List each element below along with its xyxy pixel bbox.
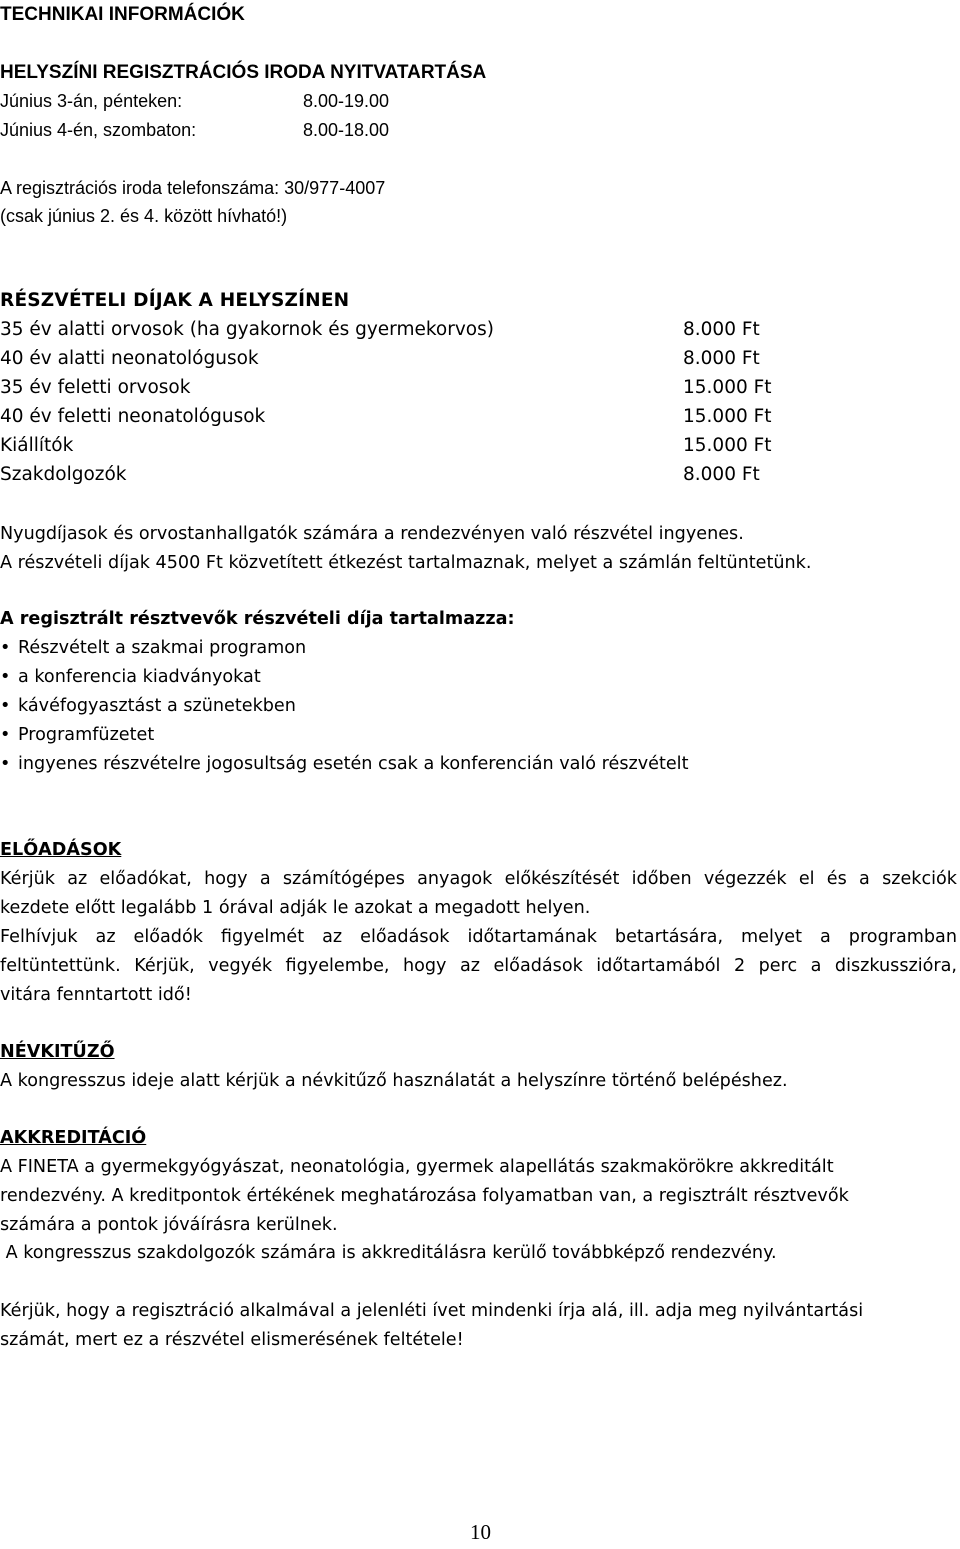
list-item bbox=[0, 667, 261, 687]
hours-time: 8.00-19.00 bbox=[303, 91, 390, 111]
phone-number: 30/977-4007 bbox=[284, 178, 386, 198]
accreditation-text: A kongresszus szakdolgozók számára is akkreditálásra kerülő továbbképző rendezvény. bbox=[0, 1243, 777, 1263]
closing-text: számát, mert ez a részvétel elismerésének feltétele! bbox=[0, 1330, 464, 1350]
list-item-text: ingyenes részvételre jogosultság esetén csak a konferencián való részvételt bbox=[18, 754, 689, 774]
fee-label: 35 év feletti orvosok bbox=[0, 377, 191, 398]
list-item bbox=[0, 754, 688, 774]
fee-row bbox=[0, 319, 760, 340]
fee-price: 8.000 Ft bbox=[683, 319, 760, 340]
list-item bbox=[0, 725, 154, 745]
fee-price: 15.000 Ft bbox=[683, 406, 772, 427]
list-item-text: Programfüzetet bbox=[18, 725, 155, 745]
fee-row bbox=[0, 435, 772, 456]
accreditation-text: A FINETA a gyermekgyógyászat, neonatológia, gyermek alapellátás szakmakörökre akkreditált bbox=[0, 1157, 834, 1177]
fees-title: RÉSZVÉTELI DÍJAK A HELYSZÍNEN bbox=[0, 290, 350, 311]
fee-price: 8.000 Ft bbox=[683, 348, 760, 369]
phone-line bbox=[0, 178, 385, 199]
fee-label: Szakdolgozók bbox=[0, 464, 127, 485]
lectures-text: feltüntettünk. Kérjük, vegyék figyelembe, hogy az előadások időtartamából 2 perc a diszkusszióra, bbox=[0, 956, 957, 976]
badge-text: A kongresszus ideje alatt kérjük a névkitűző használatát a helyszínre történő belépéshez. bbox=[0, 1071, 788, 1091]
list-item-text: kávéfogyasztást a szünetekben bbox=[18, 696, 296, 716]
lectures-text: vitára fenntartott idő! bbox=[0, 985, 192, 1005]
fees-note: Nyugdíjasok és orvostanhallgatók számára a rendezvényen való részvétel ingyenes. bbox=[0, 524, 744, 544]
hours-row bbox=[0, 91, 390, 112]
lectures-text: kezdete előtt legalább 1 órával adják le azokat a megadott helyen. bbox=[0, 898, 591, 918]
fee-label: 35 év alatti orvosok (ha gyakornok és gyermekorvos) bbox=[0, 319, 494, 340]
page-title: TECHNIKAI INFORMÁCIÓK bbox=[0, 4, 245, 25]
fee-label: 40 év feletti neonatológusok bbox=[0, 406, 266, 427]
list-item bbox=[0, 696, 296, 716]
accreditation-title: AKKREDITÁCIÓ bbox=[0, 1128, 147, 1148]
fee-row bbox=[0, 377, 772, 398]
list-item-text: Részvételt a szakmai programon bbox=[18, 638, 307, 658]
bullet-icon: • bbox=[0, 754, 11, 774]
fees-note: A részvételi díjak 4500 Ft közvetített étkezést tartalmaznak, melyet a számlán feltüntetünk. bbox=[0, 553, 812, 573]
hours-day: Június 3-án, pénteken: bbox=[0, 91, 183, 111]
bullet-icon: • bbox=[0, 696, 11, 716]
lectures-text: Kérjük az előadókat, hogy a számítógépes anyagok előkészítését időben végezzék el és a szekciók bbox=[0, 869, 957, 889]
fee-price: 15.000 Ft bbox=[683, 435, 772, 456]
fee-price: 8.000 Ft bbox=[683, 464, 760, 485]
closing-text: Kérjük, hogy a regisztráció alkalmával a jelenléti ívet mindenki írja alá, ill. adja meg nyilvántartási bbox=[0, 1301, 864, 1321]
bullet-icon: • bbox=[0, 638, 11, 658]
fee-price: 15.000 Ft bbox=[683, 377, 772, 398]
phone-label: A regisztrációs iroda telefonszáma: bbox=[0, 178, 285, 198]
hours-row bbox=[0, 120, 390, 141]
badge-title: NÉVKITŰZŐ bbox=[0, 1042, 115, 1062]
page-number: 10 bbox=[470, 1520, 491, 1544]
fee-row bbox=[0, 348, 760, 369]
phone-note: (csak június 2. és 4. között hívható!) bbox=[0, 206, 288, 226]
fee-row bbox=[0, 464, 760, 485]
accreditation-text: számára a pontok jóváírásra kerülnek. bbox=[0, 1215, 338, 1235]
hours-day: Június 4-én, szombaton: bbox=[0, 120, 197, 140]
fee-label: 40 év alatti neonatológusok bbox=[0, 348, 259, 369]
accreditation-text: rendezvény. A kreditpontok értékének meghatározása folyamatban van, a regisztrált résztvevők bbox=[0, 1186, 849, 1206]
list-item-text: a konferencia kiadványokat bbox=[18, 667, 261, 687]
includes-title: A regisztrált résztvevők részvételi díja tartalmazza: bbox=[0, 609, 515, 629]
fee-label: Kiállítók bbox=[0, 435, 74, 456]
lectures-text: Felhívjuk az előadók figyelmét az előadások időtartamának betartására, melyet a programban bbox=[0, 927, 957, 947]
list-item bbox=[0, 638, 306, 658]
lectures-title: ELŐADÁSOK bbox=[0, 840, 122, 860]
hours-time: 8.00-18.00 bbox=[303, 120, 390, 140]
office-hours-title: HELYSZÍNI REGISZTRÁCIÓS IRODA NYITVATARTÁSA bbox=[0, 62, 487, 83]
bullet-icon: • bbox=[0, 725, 11, 745]
fee-row bbox=[0, 406, 772, 427]
bullet-icon: • bbox=[0, 667, 11, 687]
